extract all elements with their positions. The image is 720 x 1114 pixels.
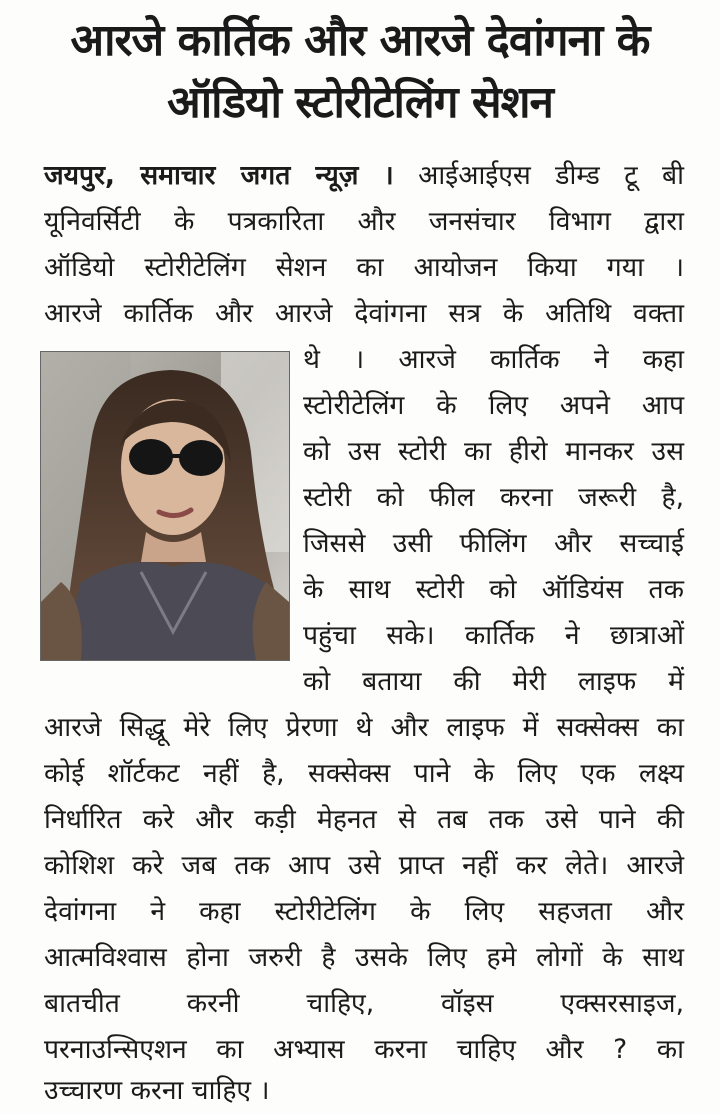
- article-line: को उस स्टोरी का हीरो मानकर उस: [303, 436, 684, 467]
- article-line-text: आईआईएस डीम्ड टू बी: [418, 160, 684, 191]
- article-line: बातचीत करनी चाहिए, वॉइस एक्सरसाइज,: [44, 988, 684, 1019]
- article-line: स्टोरी को फील करना जरूरी है,: [303, 482, 684, 513]
- headline: [20, 10, 700, 134]
- article-line: आत्मविश्वास होना जरुरी है उसके लिए हमे लोगों के साथ: [44, 942, 684, 973]
- article-line: पहुंचा सके। कार्तिक ने छात्राओं: [303, 620, 684, 651]
- article-line: [44, 153, 684, 199]
- headline-line-2: ऑडियो स्टोरीटेलिंग सेशन: [167, 77, 553, 128]
- headline-line-1: आरजे कार्तिक और आरजे देवांगना के: [70, 15, 650, 66]
- article-line: जिससे उसी फीलिंग और सच्चाई: [303, 528, 684, 559]
- article-line: कोशिश करे जब तक आप उसे प्राप्त नहीं कर लेते। आरजे: [44, 850, 684, 881]
- article-line: को बताया की मेरी लाइफ में: [303, 666, 684, 697]
- article-line: ऑडियो स्टोरीटेलिंग सेशन का आयोजन किया गया ।: [44, 252, 684, 283]
- person-photo: [40, 351, 290, 661]
- article-line: कोई शॉर्टकट नहीं है, सक्सेक्स पाने के लिए एक लक्ष्य: [44, 758, 684, 789]
- article-line: आरजे कार्तिक और आरजे देवांगना सत्र के अतिथि वक्ता: [44, 298, 684, 329]
- article-line: यूनिवर्सिटी के पत्रकारिता और जनसंचार विभाग द्वारा: [44, 206, 684, 237]
- article-line: के साथ स्टोरी को ऑडियंस तक: [303, 574, 684, 605]
- article-line: देवांगना ने कहा स्टोरीटेलिंग के लिए सहजता और: [44, 896, 684, 927]
- article-line: परनाउन्सिएशन का अभ्यास करना चाहिए और ? का: [44, 1034, 684, 1065]
- article-line: स्टोरीटेलिंग के लिए अपने आप: [303, 390, 684, 421]
- article-line: आरजे सिद्धू मेरे लिए प्रेरणा थे और लाइफ में सक्सेक्स का: [44, 712, 684, 743]
- person-photo-icon: [41, 352, 289, 660]
- article-line: निर्धारित करे और कड़ी मेहनत से तब तक उसे पाने की: [44, 804, 684, 835]
- article-line: थे । आरजे कार्तिक ने कहा: [303, 344, 684, 375]
- article-line: उच्चारण करना चाहिए ।: [44, 1075, 270, 1106]
- dateline: जयपुर, समाचार जगत न्यूज़ ।: [44, 160, 394, 191]
